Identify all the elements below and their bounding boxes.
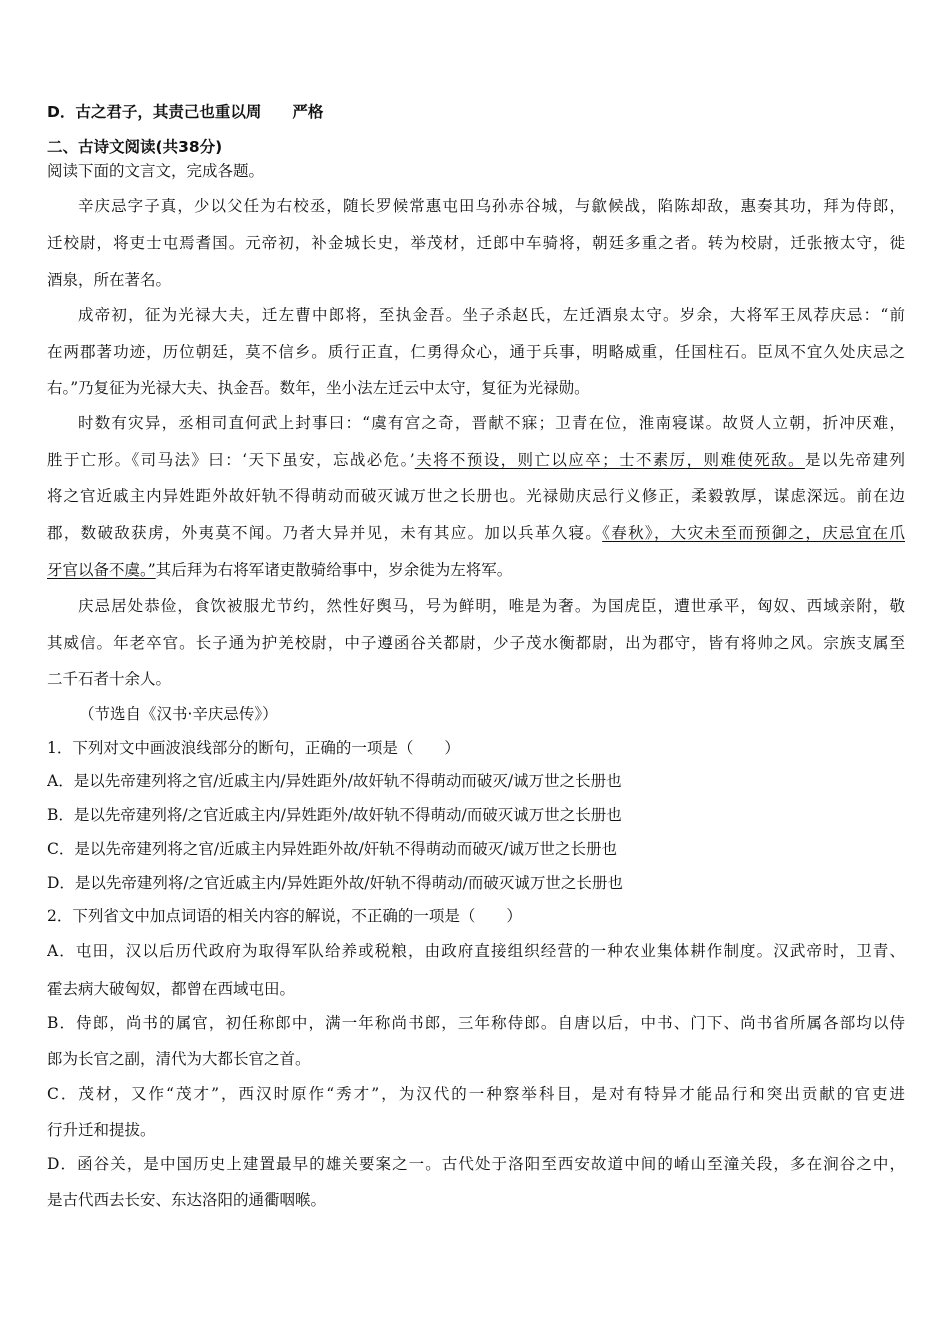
- q2-option-c-line1[interactable]: C．茂材，又作“茂才”，西汉时原作“秀才”，为汉代的一种察举科目，是对有特异才能品行和突出贡献的官吏进: [47, 1085, 905, 1103]
- q2-option-d-line1[interactable]: D．函谷关，是中国历史上建置最早的雄关要案之一。古代处于洛阳至西安故道中间的崤山至潼关段，多在涧谷之中，: [47, 1155, 905, 1173]
- underlined-sentence: 夫将不预设，则亡以应卒；士不素厉，则难使死敌。: [414, 451, 805, 469]
- passage-p4-line3: 二千石者十余人。: [47, 670, 172, 688]
- passage-p3-line4: 郡，数破敌获虏，外夷莫不闻。乃者大异并见，未有其应。加以兵革久寝。《春秋》，大灾未至而预御之，庆忌宜在爪: [47, 524, 905, 542]
- underlined-sentence-2-end: 牙官以备不虞。”: [47, 561, 156, 579]
- q2-option-c-line2[interactable]: 行升迁和提拔。: [47, 1121, 156, 1139]
- passage-p1-line2: 迁校尉，将吏士屯焉耆国。元帝初，补金城长史，举茂材，迁郎中车骑将，朝廷多重之者。转为校尉，迁张掖太守，徙: [47, 234, 905, 252]
- passage-p3-line1: 时数有灾异，丞相司直何武上封事曰：“虞有宫之奇，晋献不寐；卫青在位，淮南寝谋。故贤人立朝，折冲厌难，: [78, 414, 905, 432]
- passage-p3-line2: 胜于亡形。《司马法》曰：‘天下虽安，忘战必危。’夫将不预设，则亡以应卒；士不素厉，则难使死敌。是以先帝建列: [47, 451, 905, 469]
- q1-option-a[interactable]: A．是以先帝建列将之官/近戚主内/异姓距外/故奸轨不得萌动而破灭/诚万世之长册也: [47, 772, 622, 790]
- q1-option-c[interactable]: C．是以先帝建列将之官/近戚主内异姓距外故/奸轨不得萌动而破灭/诚万世之长册也: [47, 840, 618, 858]
- passage-p2-line3: 右。”乃复征为光禄大夫、执金吾。数年，坐小法左迁云中太守，复征为光禄勋。: [47, 379, 590, 397]
- previous-option-d: D．古之君子，其责己也重以周 严格: [47, 103, 324, 121]
- wavy-line-segment: 将之官近戚主内异姓距外故奸轨不得萌动而破灭诚万世之长册也: [47, 487, 510, 505]
- q2-option-a-line2[interactable]: 霍去病大破匈奴，都曾在西域屯田。: [47, 980, 296, 998]
- q1-option-b[interactable]: B．是以先帝建列将/之官近戚主内/异姓距外/故奸轨不得萌动/而破灭诚万世之长册也: [47, 806, 622, 824]
- passage-p2-line1: 成帝初，征为光禄大夫，迁左曹中郎将，至执金吾。坐子杀赵氏，左迁酒泉太守。岁余，大将军王凤荐庆忌：“前: [78, 306, 905, 324]
- passage-p1-line1: 辛庆忌字子真，少以父任为右校丞，随长罗候常惠屯田乌孙赤谷城，与歙候战，陷陈却敌，惠奏其功，拜为侍郎，: [78, 197, 905, 215]
- passage-p1-line3: 酒泉，所在著名。: [47, 271, 172, 289]
- underlined-sentence-2: 《春秋》，大灾未至而预御之，庆忌宜在爪: [602, 524, 905, 542]
- q1-stem: 1．下列对文中画波浪线部分的断句，正确的一项是（ ）: [47, 739, 460, 757]
- instruction: 阅读下面的文言文，完成各题。: [47, 162, 265, 180]
- passage-p4-line1: 庆忌居处恭俭，食饮被服尤节约，然性好舆马，号为鲜明，唯是为奢。为国虎臣，遭世承平，匈奴、西域亲附，敬: [78, 597, 905, 615]
- passage-p3-line5: 牙官以备不虞。”其后拜为右将军诸吏散骑给事中，岁余徙为左将军。: [47, 561, 513, 579]
- passage-p3-line3: 将之官近戚主内异姓距外故奸轨不得萌动而破灭诚万世之长册也。光禄勋庆忌行义修正，柔毅敦厚，谋虑深远。前在边: [47, 487, 905, 505]
- q2-option-a-line1[interactable]: A．屯田，汉以后历代政府为取得军队给养或税粮，由政府直接组织经营的一种农业集体耕作制度。汉武帝时，卫青、: [47, 942, 905, 960]
- q2-option-d-line2[interactable]: 是古代西去长安、东达洛阳的通衢咽喉。: [47, 1191, 327, 1209]
- q1-option-d[interactable]: D．是以先帝建列将/之官近戚主内/异姓距外故/奸轨不得萌动/而破灭诚万世之长册也: [47, 874, 623, 892]
- source-citation: （节选自《汉书·辛庆忌传》）: [79, 705, 278, 723]
- q2-stem: 2．下列省文中加点词语的相关内容的解说，不正确的一项是（ ）: [47, 907, 522, 925]
- section-title: 二、古诗文阅读(共38分): [47, 138, 223, 156]
- passage-p4-line2: 其威信。年老卒官。长子通为护羌校尉，中子遵函谷关都尉，少子茂水衡都尉，出为郡守，皆有将帅之风。宗族支属至: [47, 634, 905, 652]
- q2-option-b-line1[interactable]: B．侍郎，尚书的属官，初任称郎中，满一年称尚书郎，三年称侍郎。自唐以后，中书、门下、尚书省所属各部均以侍: [47, 1014, 905, 1032]
- q2-option-b-line2[interactable]: 郎为长官之副，清代为大都长官之首。: [47, 1050, 311, 1068]
- passage-p2-line2: 在两郡著功迹，历位朝廷，莫不信乡。质行正直，仁勇得众心，通于兵事，明略威重，任国柱石。臣凤不宜久处庆忌之: [47, 343, 905, 361]
